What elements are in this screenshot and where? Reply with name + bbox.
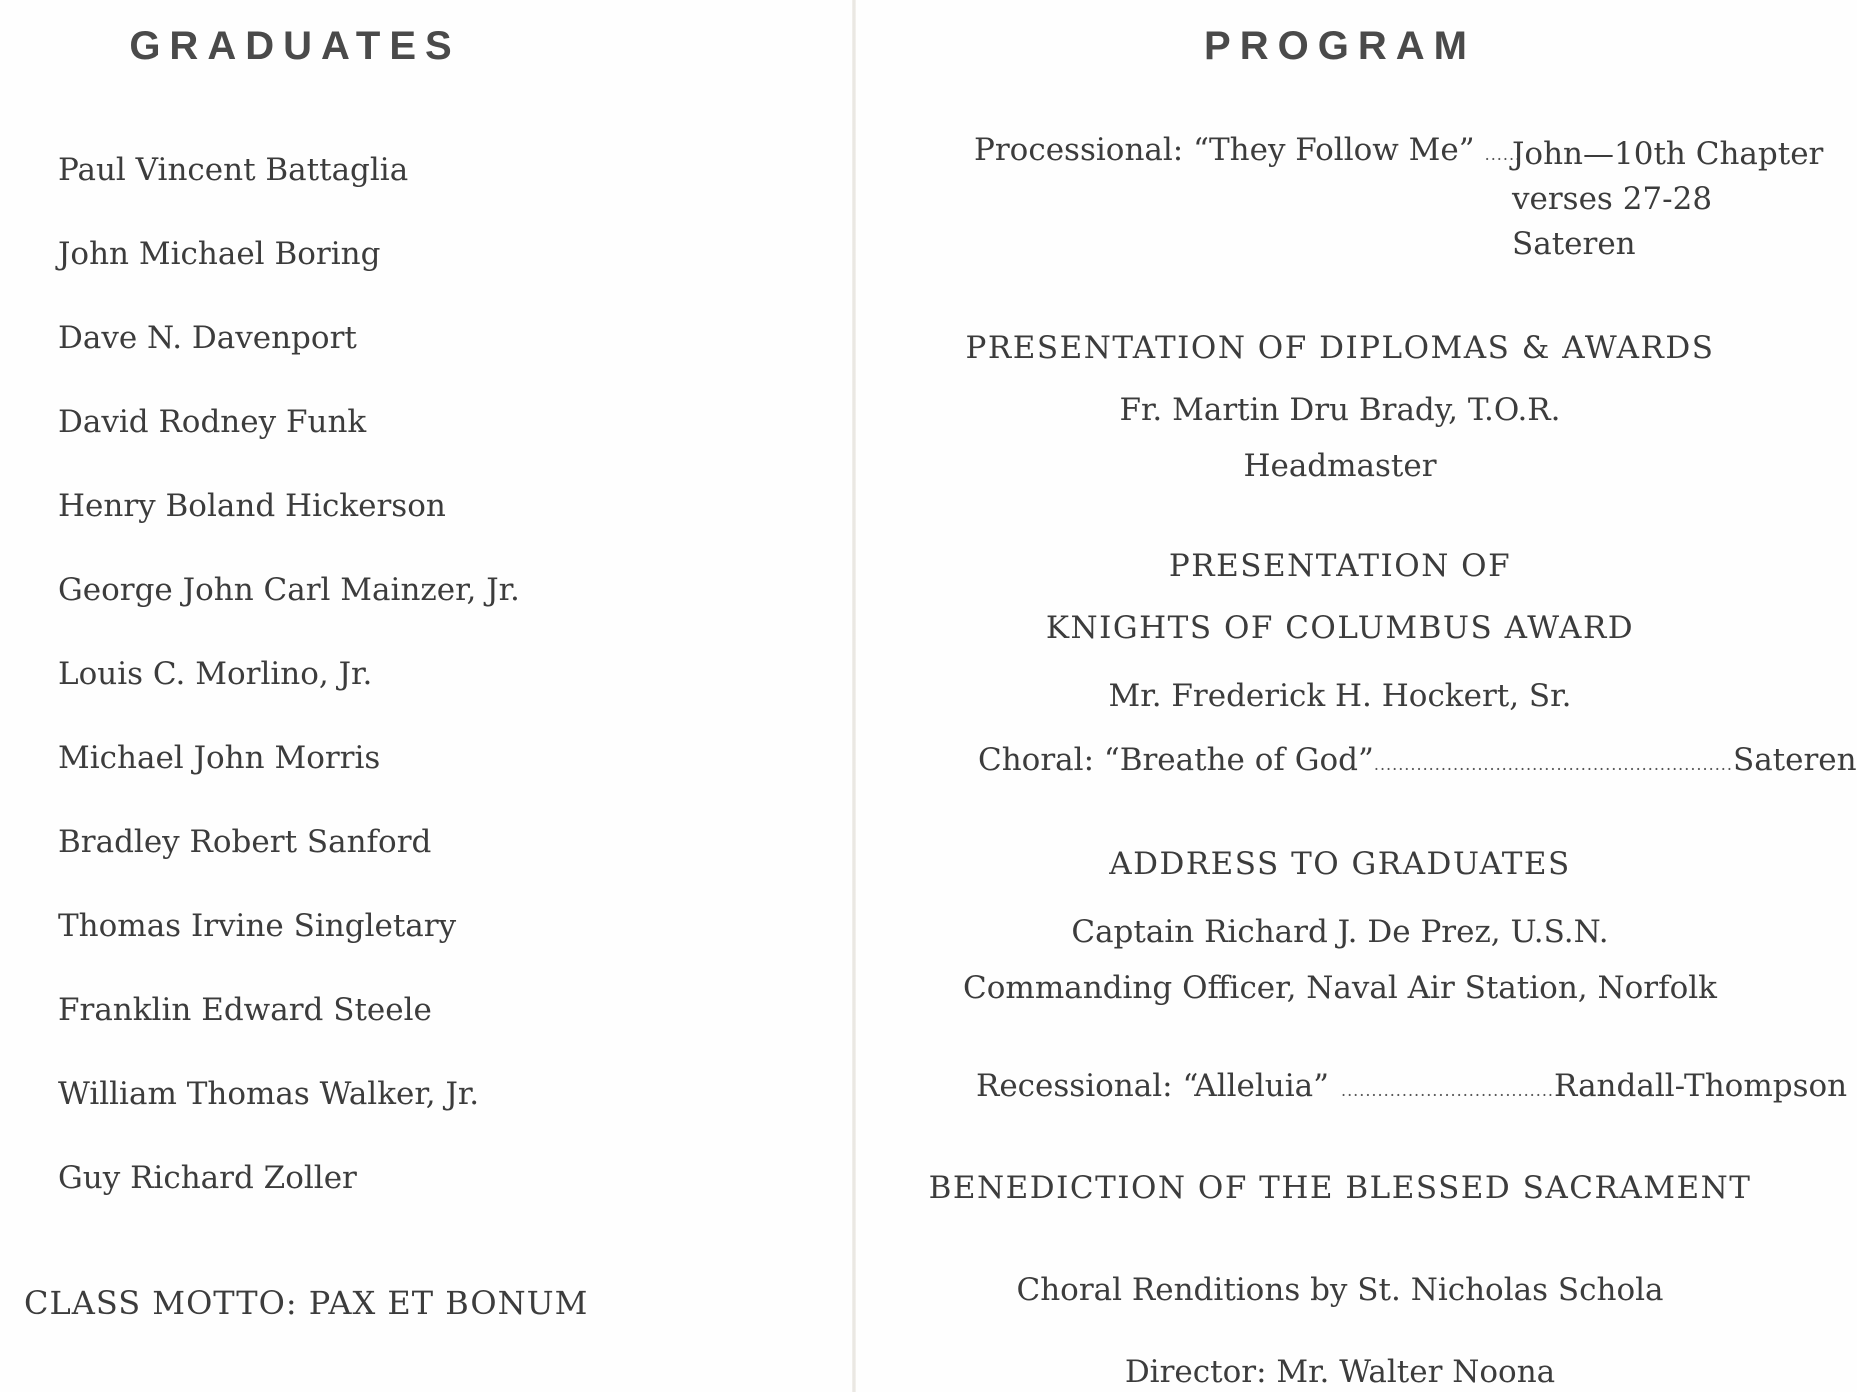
diplomas-presenter-role: Headmaster (1243, 448, 1437, 484)
recessional-composer: Randall-Thompson (1554, 1068, 1848, 1104)
processional-dots: ...... (1484, 145, 1522, 164)
choral-composer: Sateren (1732, 742, 1857, 778)
program-heading: PROGRAM (1204, 24, 1476, 68)
processional-ref-line3: Sateren (1512, 226, 1636, 262)
processional-ref-line2: verses 27-28 (1512, 181, 1713, 217)
diplomas-title: PRESENTATION OF DIPLOMAS & AWARDS (965, 330, 1715, 366)
address-title: ADDRESS TO GRADUATES (1109, 846, 1571, 882)
choral-label: Choral: “Breathe of God” (978, 742, 1374, 778)
choral-renditions: Choral Renditions by St. Nicholas Schola (1016, 1272, 1664, 1308)
processional-reference (1512, 132, 1823, 267)
graduate-name: Louis C. Morlino, Jr. (58, 656, 373, 692)
director: Director: Mr. Walter Noona (1124, 1354, 1556, 1390)
address-speaker: Captain Richard J. De Prez, U.S.N. (1071, 914, 1609, 950)
graduate-name: David Rodney Funk (58, 404, 367, 440)
class-motto: CLASS MOTTO: PAX ET BONUM (24, 1284, 589, 1322)
graduate-name: Dave N. Davenport (58, 320, 357, 356)
kofc-title-line2: KNIGHTS OF COLUMBUS AWARD (1045, 610, 1635, 646)
kofc-title-line1: PRESENTATION OF (1168, 548, 1512, 584)
choral-row (978, 742, 1857, 778)
graduate-name: Bradley Robert Sanford (58, 824, 432, 860)
choral-dots: ........................................................... (1373, 755, 1733, 774)
processional-label: Processional: “They Follow Me” (974, 132, 1475, 168)
recessional-dots: ................................... (1341, 1081, 1555, 1100)
kofc-presenter: Mr. Frederick H. Hockert, Sr. (1108, 678, 1572, 714)
graduates-page (0, 0, 852, 1392)
processional-ref-line1: John—10th Chapter (1512, 136, 1824, 172)
graduate-name: Thomas Irvine Singletary (58, 908, 457, 944)
graduates-list (58, 148, 520, 1240)
graduate-name: Guy Richard Zoller (58, 1160, 357, 1196)
graduate-name: Michael John Morris (58, 740, 381, 776)
graduates-heading: GRADUATES (129, 24, 461, 68)
graduate-name: Paul Vincent Battaglia (58, 152, 409, 188)
recessional-row (976, 1068, 1848, 1104)
graduate-name: George John Carl Mainzer, Jr. (58, 572, 520, 608)
graduate-name: Franklin Edward Steele (58, 992, 432, 1028)
processional-row (974, 132, 1521, 168)
diplomas-presenter: Fr. Martin Dru Brady, T.O.R. (1119, 392, 1561, 428)
benediction: BENEDICTION OF THE BLESSED SACRAMENT (928, 1170, 1752, 1206)
graduate-name: John Michael Boring (58, 236, 381, 272)
graduate-name: William Thomas Walker, Jr. (58, 1076, 480, 1112)
recessional-label: Recessional: “Alleluia” (976, 1068, 1329, 1104)
graduate-name: Henry Boland Hickerson (58, 488, 446, 524)
address-speaker-role: Commanding Officer, Naval Air Station, Norfolk (963, 970, 1717, 1006)
